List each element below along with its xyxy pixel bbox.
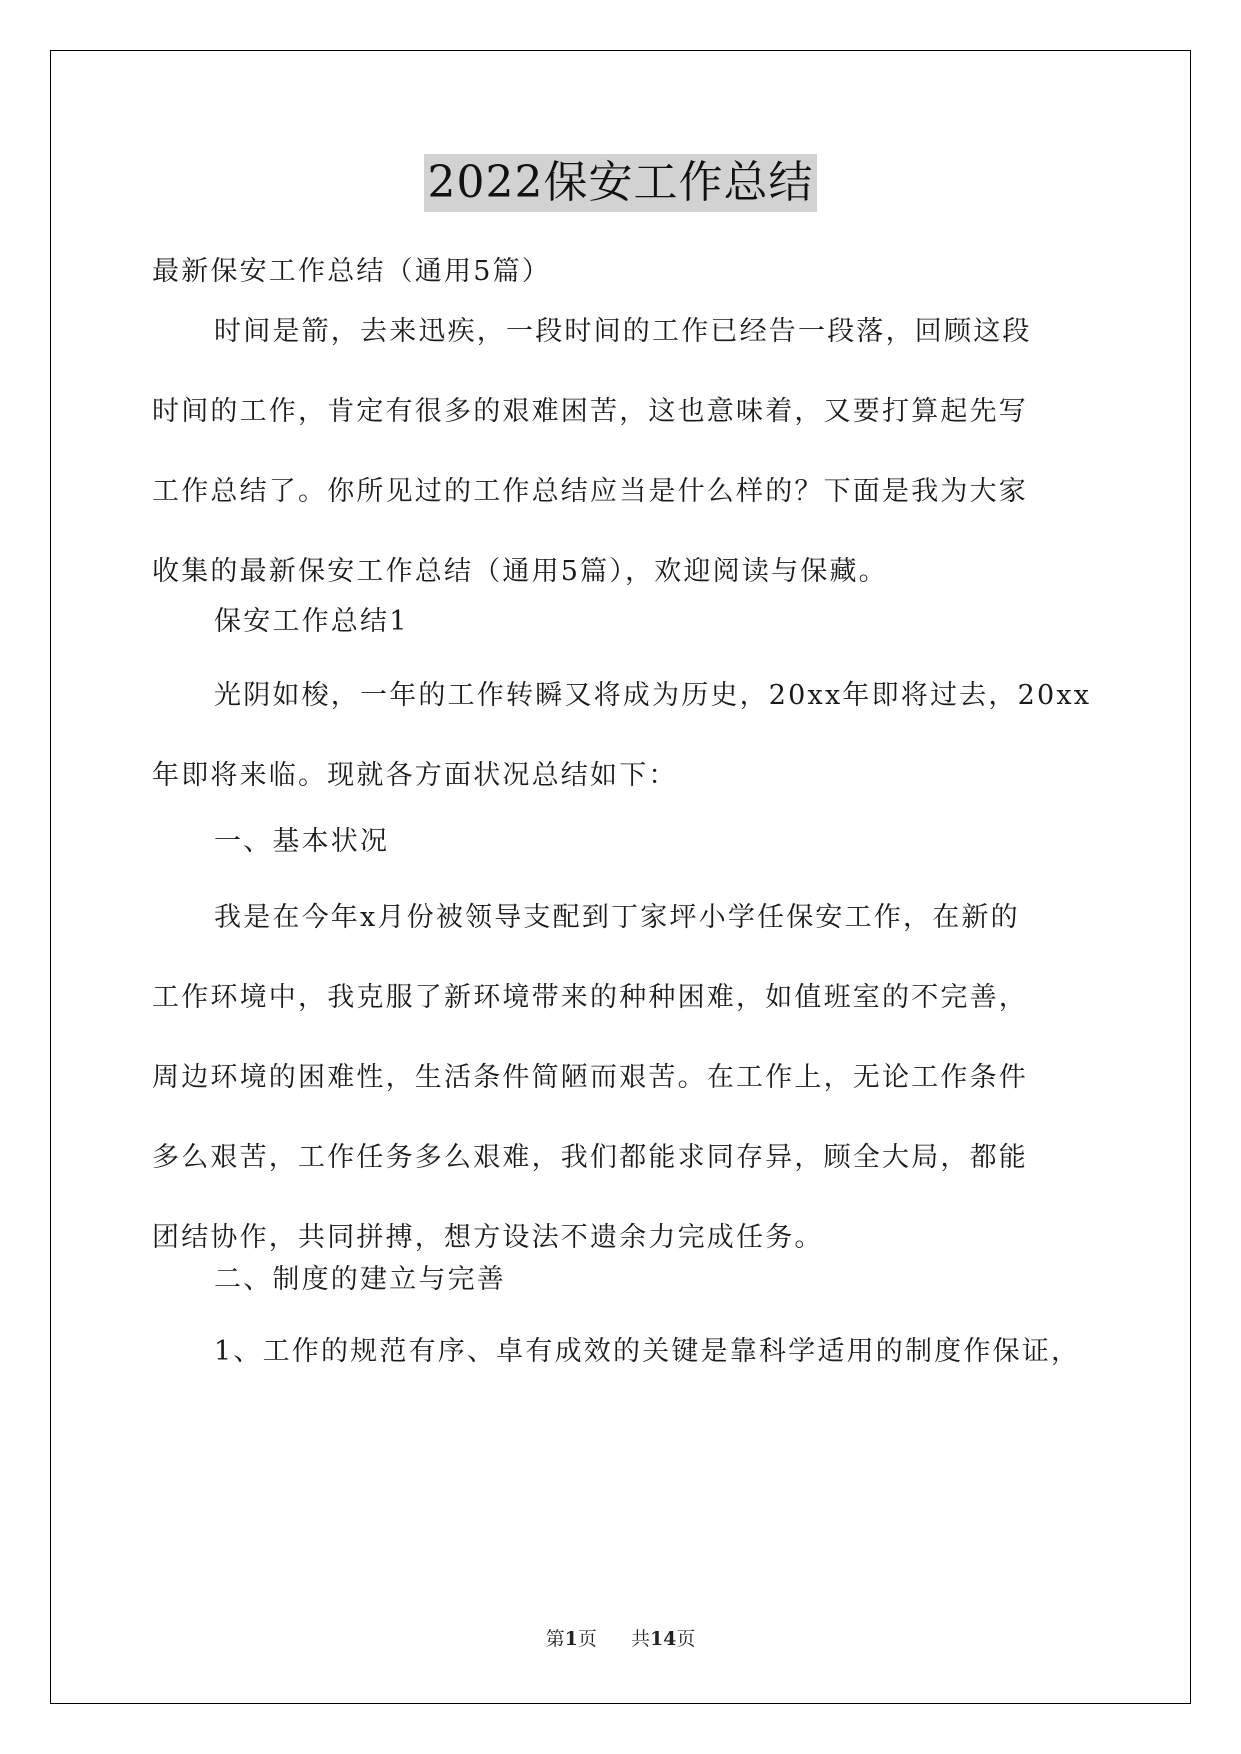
section-title [152,582,1092,662]
text-line: 时间是箭，去来迅疾，一段时间的工作已经告一段落，回顾这段 [214,316,1032,347]
text-line: 年即将来临。现就各方面状况总结如下： [152,760,678,791]
heading-basic [152,802,1092,882]
page-unit: 页 [577,1628,597,1650]
opening-paragraph [152,656,1092,816]
text-line: 光阴如梭，一年的工作转瞬又将成为历史，20xx年即将过去，20xx [214,680,1092,711]
text-line: 多么艰苦，工作任务多么艰难，我们都能求同存异，顾全大局，都能 [152,1142,1028,1173]
page-prefix: 第 [545,1628,565,1650]
total-unit: 页 [676,1628,696,1650]
page-current: 1 [564,1628,578,1650]
heading-line: 二、制度的建立与完善 [214,1264,506,1295]
text-line: 时间的工作，肯定有很多的艰难困苦，这也意味着，又要打算起先写 [152,396,1028,427]
text-line: 1、工作的规范有序、卓有成效的关键是靠科学适用的制度作保证， [214,1336,1081,1367]
subtitle-line: 最新保安工作总结（通用5篇） [152,256,551,287]
document-title: 2022保安工作总结 [424,154,818,212]
text-line: 我是在今年x月份被领导支配到丁家坪小学任保安工作，在新的 [214,902,1020,933]
text-line: 团结协作，共同拼搏，想方设法不遗余力完成任务。 [152,1222,824,1253]
page-footer [0,1624,1241,1651]
heading-line: 一、基本状况 [214,826,390,857]
intro-paragraph [152,292,1092,612]
heading-system [152,1240,1092,1320]
text-line: 收集的最新保安工作总结（通用5篇），欢迎阅读与保藏。 [152,556,888,587]
system-paragraph [152,1312,1092,1392]
text-line: 周边环境的困难性，生活条件简陋而艰苦。在工作上，无论工作条件 [152,1062,1028,1093]
title-container [0,154,1241,212]
page-total: 14 [649,1628,677,1650]
section-title-line: 保安工作总结1 [214,606,409,637]
text-line: 工作总结了。你所见过的工作总结应当是什么样的？下面是我为大家 [152,476,1028,507]
text-line: 工作环境中，我克服了新环境带来的种种困难，如值班室的不完善， [152,982,1028,1013]
total-prefix: 共 [630,1628,650,1650]
basic-paragraph [152,878,1092,1278]
